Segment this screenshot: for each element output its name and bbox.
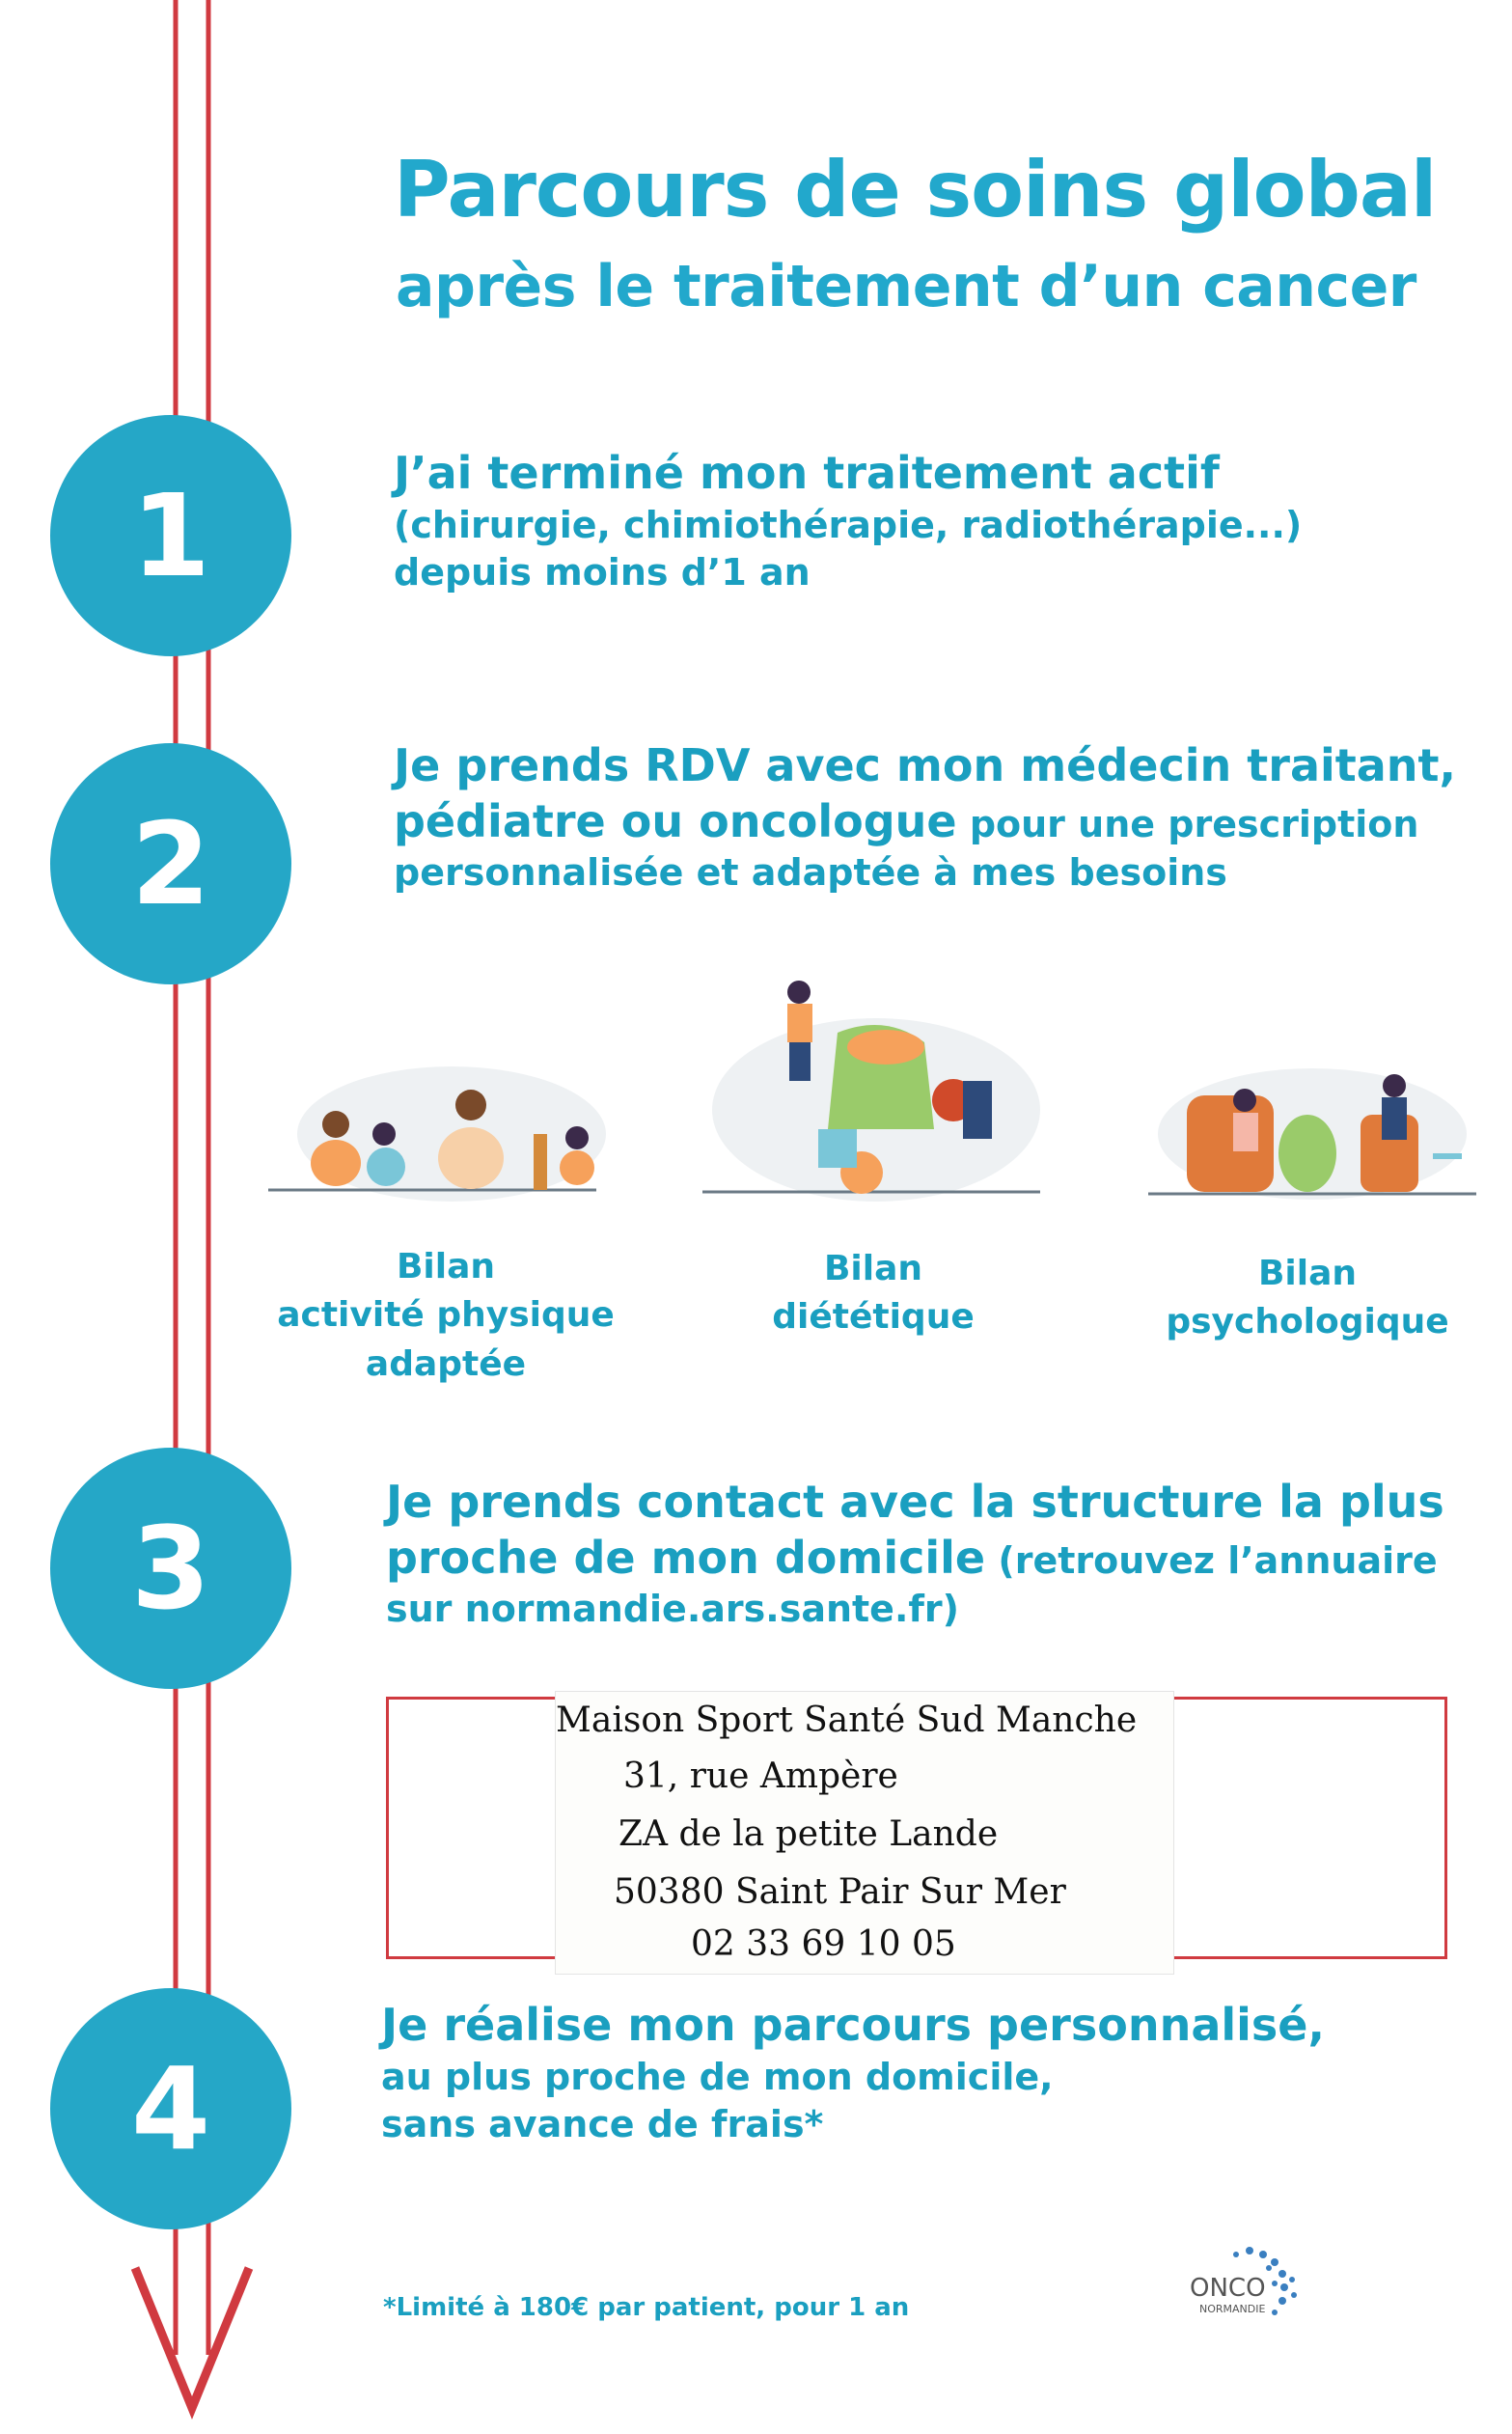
address-phone: 02 33 69 10 05 xyxy=(691,1924,956,1964)
diet-illustration xyxy=(693,975,1050,1211)
address-zone: ZA de la petite Lande xyxy=(619,1814,999,1854)
bilan-dietetique xyxy=(704,1245,1042,1342)
footnote: *Limité à 180€ par patient, pour 1 an xyxy=(383,2293,910,2322)
step-2-circle: 2 xyxy=(50,743,291,984)
page-subtitle: après le traitement d’un cancer xyxy=(396,253,1416,320)
step-4-main: Je réalise mon parcours personnalisé, xyxy=(381,1999,1325,2051)
address-sticker xyxy=(555,1691,1174,1975)
address-street: 31, rue Ampère xyxy=(623,1756,898,1796)
logo-line2: NORMANDIE xyxy=(1199,2303,1266,2315)
step-3-main2-bold: proche de mon domicile xyxy=(386,1531,986,1584)
bilan-1-line1: Bilan xyxy=(396,1247,496,1286)
step-3-main1: Je prends contact avec la structure la plus xyxy=(386,1476,1444,1528)
step-2-main1: Je prends RDV avec mon médecin traitant, xyxy=(394,739,1457,791)
step-2-text xyxy=(394,738,1484,897)
step-4-circle: 4 xyxy=(50,1988,291,2229)
step-1-line2: (chirurgie, chimiothérapie, radiothérapie...) xyxy=(394,503,1303,546)
step-3-text xyxy=(386,1475,1486,1633)
page-title: Parcours de soins global xyxy=(394,145,1437,235)
bilan-3-line1: Bilan xyxy=(1257,1254,1358,1293)
bilan-1-line2: activité physique xyxy=(277,1295,615,1336)
step-4-line3: sans avance de frais* xyxy=(381,2102,824,2145)
step-3-main2-rest: (retrouvez l’annuaire xyxy=(985,1538,1438,1582)
step-1-line3: depuis moins d’1 an xyxy=(394,550,811,594)
bilan-psychologique xyxy=(1124,1250,1491,1347)
bilan-1-line3: adaptée xyxy=(365,1343,527,1384)
onco-normandie-logo xyxy=(1182,2239,1317,2336)
bilan-activite-physique xyxy=(253,1243,639,1389)
step-2-main2-rest: pour une prescription xyxy=(956,802,1419,845)
arrow-head xyxy=(135,2268,249,2408)
step-4-text xyxy=(381,1998,1481,2148)
step-1-text xyxy=(394,446,1474,596)
bilan-2-line1: Bilan xyxy=(823,1249,923,1288)
address-city: 50380 Saint Pair Sur Mer xyxy=(614,1872,1066,1912)
physical-activity-illustration xyxy=(259,1066,606,1211)
step-1-circle: 1 xyxy=(50,415,291,656)
step-2-main2-bold: pédiatre ou oncologue xyxy=(394,794,957,847)
bilan-3-line2: psychologique xyxy=(1166,1302,1449,1342)
bilan-2-line2: diététique xyxy=(772,1297,975,1338)
step-3-line3: sur normandie.ars.sante.fr) xyxy=(386,1588,960,1630)
step-1-main: J’ai terminé mon traitement actif xyxy=(394,447,1220,499)
step-3-circle: 3 xyxy=(50,1448,291,1689)
logo-line1: ONCO xyxy=(1190,2274,1266,2303)
step-4-line2: au plus proche de mon domicile, xyxy=(381,2055,1054,2098)
address-name: Maison Sport Santé Sud Manche xyxy=(556,1701,1138,1740)
psychology-illustration xyxy=(1139,1066,1486,1211)
step-2-line3: personnalisée et adaptée à mes besoins xyxy=(394,851,1227,894)
